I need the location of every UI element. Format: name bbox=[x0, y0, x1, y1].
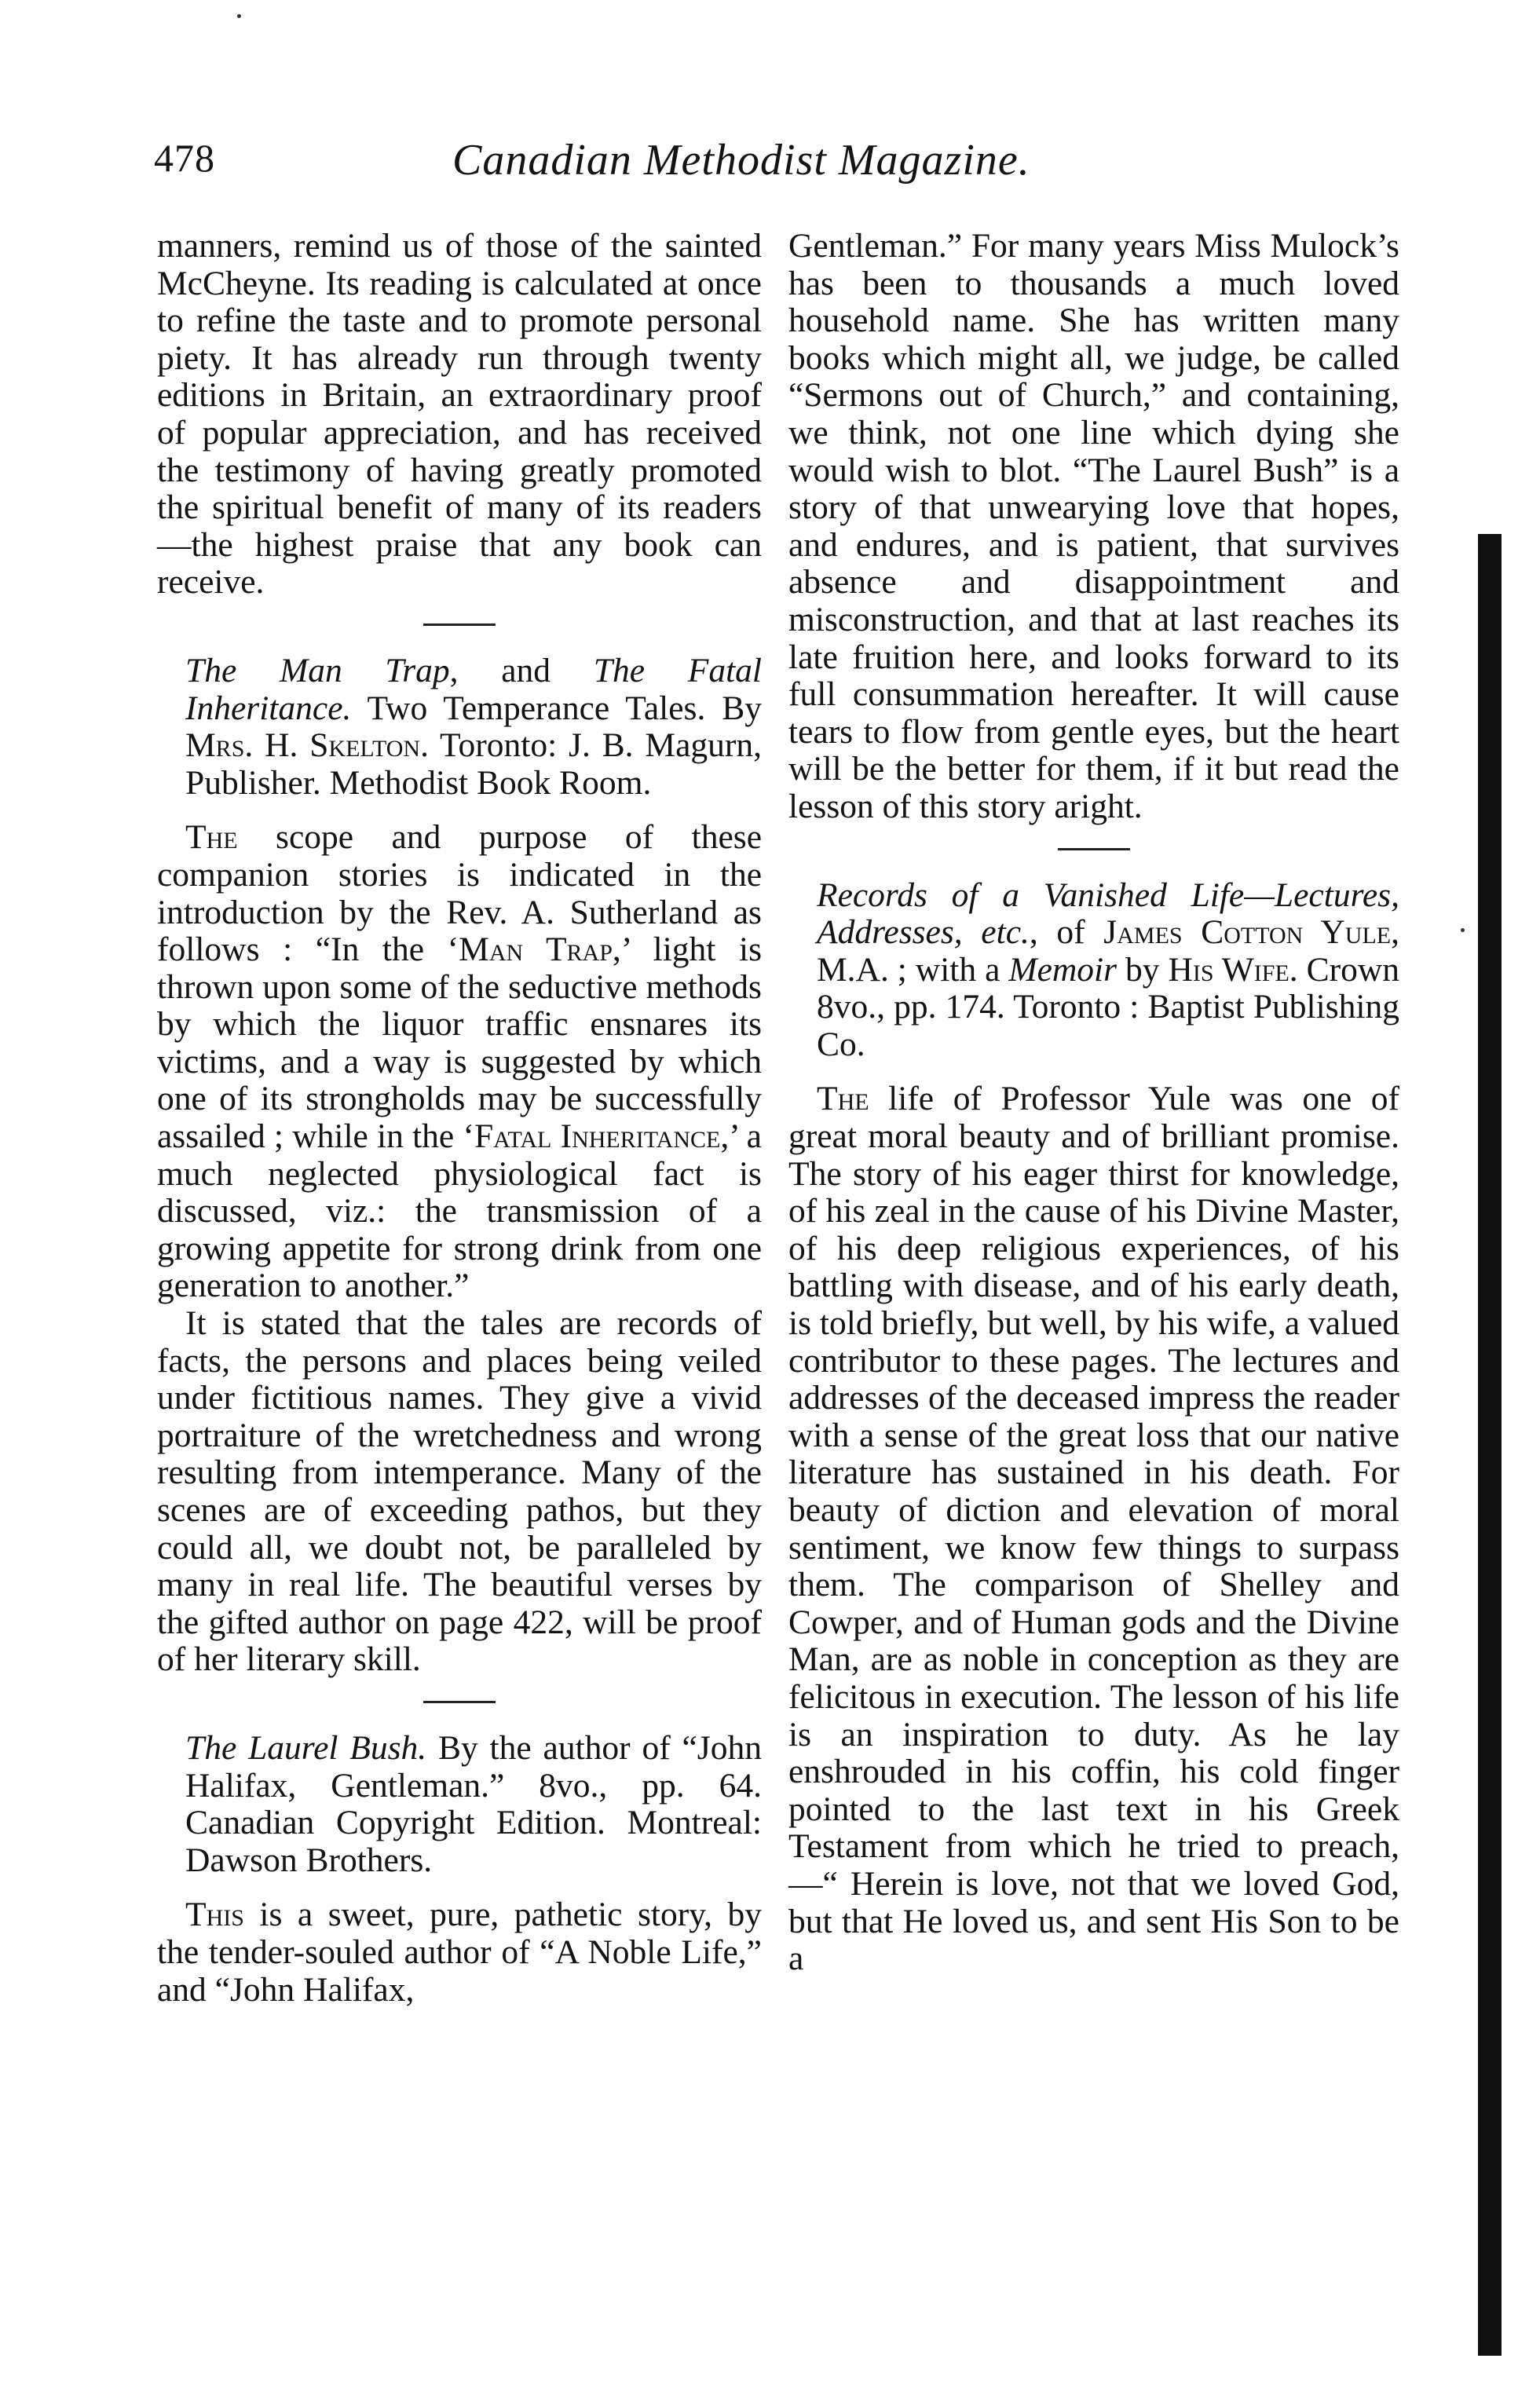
review-paragraph: It is stated that the tales are records of facts, the persons and places being veiled under fictitious names. They give a vivid portraiture of the wretchedness and wrong resulting from intemperance. Many of the scenes are of exceeding pathos, but they could all, we doubt not, be paralleled by many in real life. The beautiful verses by the gifted author on page 422, will be proof of her literary skill. bbox=[157, 1304, 762, 1679]
running-header bbox=[154, 135, 1379, 198]
book-author: James Cotton Yule, M.A. bbox=[817, 913, 1399, 989]
running-title: Canadian Methodist Magazine. bbox=[452, 136, 1030, 185]
review-heading-records: Records of a Vanished Life—Lectures, Addresses, etc., of James Cotton Yule, M.A. ; with a Memoir by His Wife. Crown 8vo., pp. 174. Toronto : Baptist Publishing Co. bbox=[817, 876, 1400, 1063]
book-title: The Laurel Bush. bbox=[185, 1728, 427, 1767]
page-number: 478 bbox=[154, 136, 215, 180]
left-column bbox=[157, 228, 762, 2009]
scan-speck bbox=[1461, 928, 1465, 932]
scan-speck bbox=[237, 14, 241, 18]
scan-edge-shadow bbox=[1478, 534, 1502, 2356]
review-heading-laurel-bush bbox=[157, 1730, 762, 1879]
book-title: The Man Trap bbox=[185, 651, 450, 689]
book-author: Mrs. H. Skelton. bbox=[185, 726, 429, 765]
book-title: The Fatal Inheritance. bbox=[185, 651, 762, 727]
section-divider bbox=[423, 623, 496, 626]
book-title: Records of a Vanished Life—Lectures, Addresses, etc. bbox=[817, 876, 1399, 952]
publisher-info: Toronto: J. B. Magurn, Publisher. Methodist Book Room. bbox=[185, 726, 762, 802]
section-divider bbox=[1058, 848, 1130, 850]
review-heading-man-trap: The Man Trap, and The Fatal Inheritance. Two Temperance Tales. By Mrs. H. Skelton. Toronto: J. B. Magurn, Publisher. Methodist Book Room. bbox=[185, 651, 762, 802]
continued-paragraph: manners, remind us of those of the sainted McCheyne. Its reading is calculated at once to refine the taste and to promote personal piety. It has already run through twenty editions in Britain, an extraordinary proof of popular appreciation, and has received the testimony of having greatly promoted the spiritual benefit of many of its readers—the highest praise that any book can receive. bbox=[157, 227, 762, 602]
review-paragraph: The scope and purpose of these companion stories is indicated in the introduction by the Rev. A. Sutherland as follows : “In the ‘Man Trap,’ light is thrown upon some of the seductive methods by which the liquor traffic ensnares its victims, and a way is suggested by which one of its strongholds may be successfully assailed ; while in the ‘Fatal Inheritance,’ a much neglected physiological fact is discussed, viz.: the transmission of a growing appetite for strong drink from one generation to another.” bbox=[157, 818, 763, 1305]
review-paragraph: The life of Professor Yule was one of great moral beauty and of brilliant promise. The story of his eager thirst for knowledge, of his zeal in the cause of his Divine Master, of his deep religious experiences, of his battling with disease, and of his early death, is told briefly, but well, by his wife, a valued contributor to these pages. The lectures and addresses of the deceased impress the reader with a sense of the great loss that our native literature has sustained in his death. For beauty of diction and elevation of moral sentiment, we know few things to surpass them. The comparison of Shelley and Cowper, and of Human gods and the Divine Man, are as noble in conception as they are felicitous in execution. The lesson of his life is an inspiration to duty. As he lay enshrouded in his coffin, his cold finger pointed to the last text in his Greek Testament from which he tried to preach,—“ Herein is love, not that we loved God, but that He loved us, and sent His Son to be a bbox=[788, 1080, 1399, 1978]
continued-paragraph: Gentleman.” For many years Miss Mulock’s has been to thousands a much loved household name. She has written many books which might all, we judge, be called “Sermons out of Church,” and containing, we think, not one line which dying she would wish to blot. “The Laurel Bush” is a story of that unwearying love that hopes, and endures, and is patient, that survives absence and disappointment and misconstruction, and that at last reaches its late fruition here, and looks forward to its full consummation hereafter. It will cause tears to flow from gentle eyes, but the heart will be the better for them, if it but read the lesson of this story aright. bbox=[788, 227, 1399, 825]
review-paragraph: This is a sweet, pure, pathetic story, by the tender-souled author of “A Noble Life,” and “John Halifax, bbox=[157, 1896, 762, 2009]
publisher-info: Crown 8vo., pp. 174. Toronto : Baptist Publishing Co. bbox=[817, 950, 1400, 1063]
publisher-info: By the author of “John Halifax, Gentleman.” 8vo., pp. 64. Canadian Copyright Edition. Montreal: Dawson Brothers. bbox=[185, 1728, 762, 1879]
section-divider bbox=[423, 1701, 496, 1703]
right-column bbox=[788, 228, 1399, 1978]
